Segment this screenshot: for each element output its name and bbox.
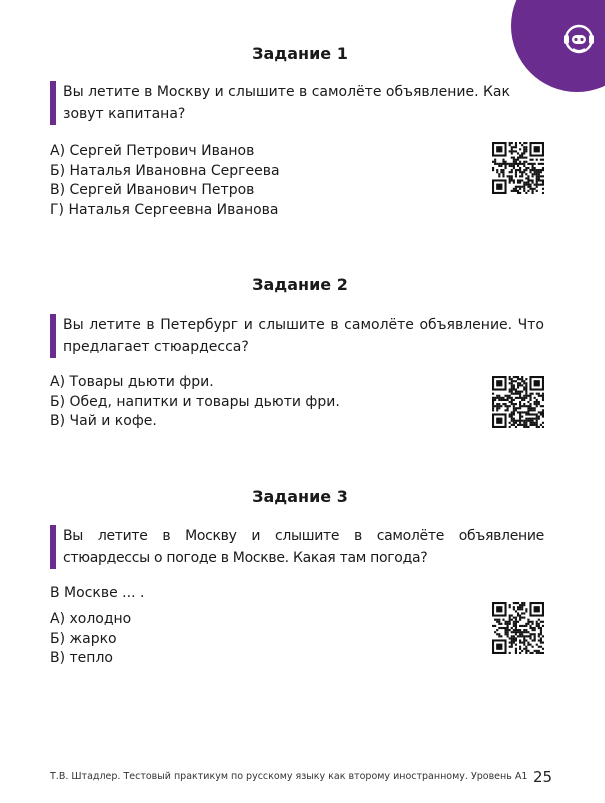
qr-code-icon[interactable] [492,602,544,654]
question-text: Вы летите в Москву и слышите в самолёте объявление. Как зовут капитана? [63,84,510,122]
accent-bar [50,81,56,125]
option-b: Б) жарко [50,630,117,647]
task-title: Задание 1 [252,44,348,63]
headset-person-icon [562,22,596,56]
question-text: Вы летите в Москву и слышите в самолёте объявление стюардессы о погоде в Москве. Какая там погода? [63,528,544,566]
option-a: А) Товары дьюти фри. [50,374,214,390]
option-b: Б) Обед, напитки и товары дьюти фри. [50,393,340,410]
qr-code-icon[interactable] [492,376,544,428]
task-3 [50,487,550,677]
footer-citation: Т.В. Штадлер. Тестовый практикум по русскому языку как второму иностранному. Уровень А1 [50,771,528,782]
answer-options [50,373,340,432]
option-c: В) тепло [50,650,113,666]
question-text: Вы летите в Петербург и слышите в самолёте объявление. Что предлагает стюардесса? [63,317,544,355]
question-block [50,314,544,358]
answer-lead: В Москве ... . [50,585,145,601]
answer-options [50,610,131,669]
qr-code-icon[interactable] [492,142,544,194]
task-title: Задание 2 [252,275,348,294]
option-a: А) Сергей Петрович Иванов [50,143,255,159]
page-number: 25 [533,768,553,786]
option-c: В) Сергей Иванович Петров [50,182,255,198]
option-c: В) Чай и кофе. [50,413,157,429]
option-d: Г) Наталья Сергеевна Иванова [50,201,279,218]
accent-bar [50,525,56,569]
task-1 [50,44,550,224]
answer-options [50,142,280,220]
task-2 [50,275,550,435]
task-title: Задание 3 [252,487,348,506]
accent-bar [50,314,56,358]
option-a: А) холодно [50,611,132,627]
question-block [50,81,544,125]
option-b: Б) Наталья Ивановна Сергеева [50,162,280,179]
question-block [50,525,544,569]
